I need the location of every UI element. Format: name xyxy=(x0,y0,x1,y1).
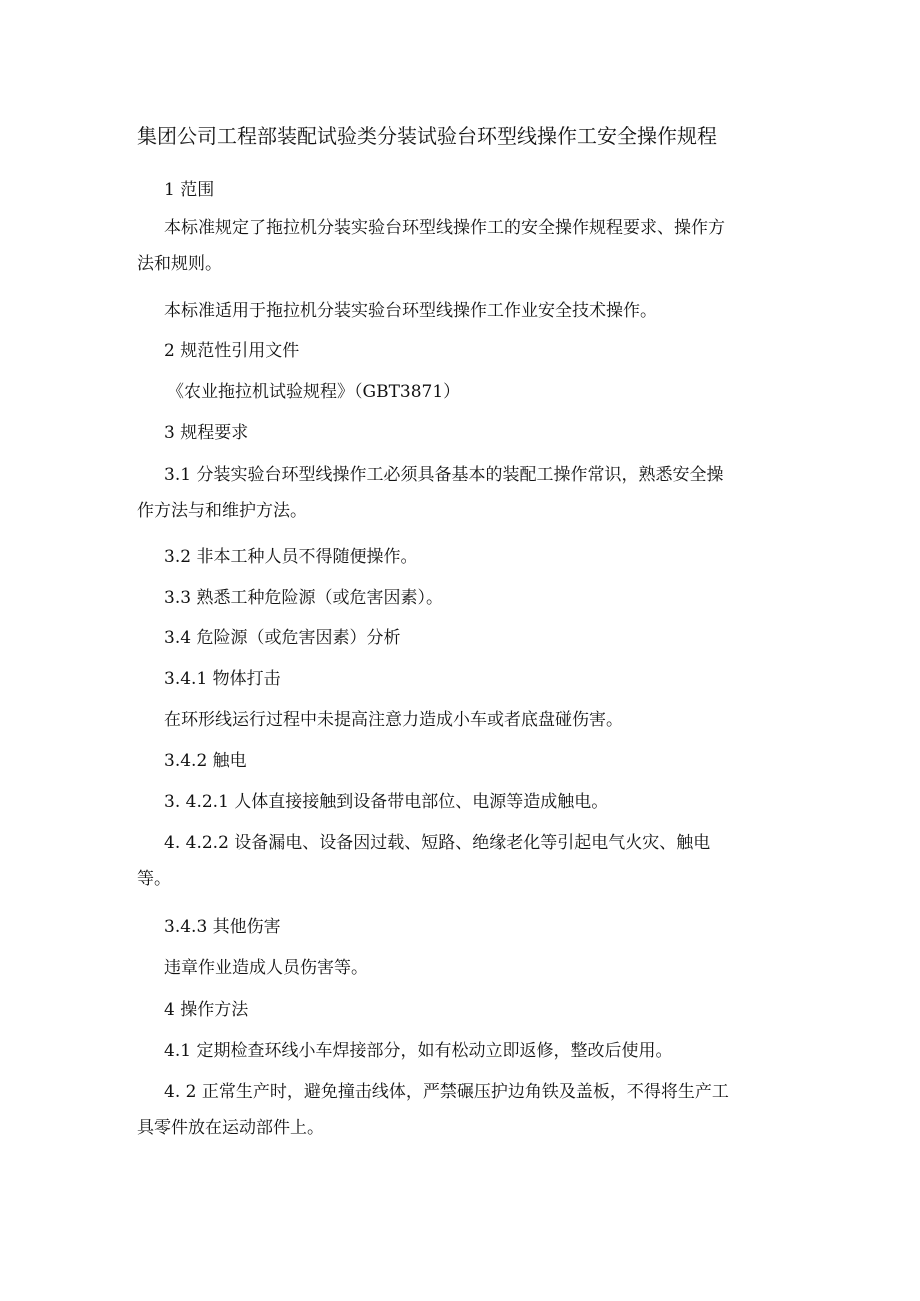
paragraph-line: 4. 2 正常生产时，避免撞击线体，严禁碾压护边角铁及盖板，不得将生产工 xyxy=(164,1082,729,1102)
paragraph-line: 法和规则。 xyxy=(137,254,222,274)
paragraph-line: 作方法与和维护方法。 xyxy=(137,501,307,521)
clause-4-2 xyxy=(137,1074,787,1146)
clause-3-1 xyxy=(137,457,787,529)
reference-document: 《农业拖拉机试验规程》（GBT3871） xyxy=(167,382,461,402)
clause-3-4: 3.4 危险源（或危害因素）分析 xyxy=(164,628,401,648)
paragraph-line: 具零件放在运动部件上。 xyxy=(137,1118,324,1138)
section-1-paragraph-2: 本标准适用于拖拉机分装实验台环型线操作工作业安全技术操作。 xyxy=(164,301,657,321)
clause-3-4-2: 3.4.2 触电 xyxy=(164,751,247,771)
section-1-heading: 1 范围 xyxy=(164,180,215,200)
document-title: 集团公司工程部装配试验类分装试验台环型线操作工安全操作规程 xyxy=(137,124,717,148)
clause-3-4-2-2 xyxy=(137,825,787,897)
clause-4-1: 4.1 定期检查环线小车焊接部分，如有松动立即返修，整改后使用。 xyxy=(164,1041,673,1061)
clause-3-4-3: 3.4.3 其他伤害 xyxy=(164,917,281,937)
section-1-paragraph-1 xyxy=(137,210,787,282)
clause-3-4-3-text: 违章作业造成人员伤害等。 xyxy=(164,958,368,978)
section-3-heading: 3 规程要求 xyxy=(164,423,249,443)
paragraph-line: 3.1 分装实验台环型线操作工必须具备基本的装配工操作常识，熟悉安全操 xyxy=(164,465,724,485)
paragraph-line: 本标准规定了拖拉机分装实验台环型线操作工的安全操作规程要求、操作方 xyxy=(164,218,725,238)
clause-3-4-1: 3.4.1 物体打击 xyxy=(164,669,281,689)
clause-3-4-1-text: 在环形线运行过程中未提高注意力造成小车或者底盘碰伤害。 xyxy=(164,710,623,730)
paragraph-line: 4. 4.2.2 设备漏电、设备因过载、短路、绝缘老化等引起电气火灾、触电 xyxy=(164,833,711,853)
clause-3-3: 3.3 熟悉工种危险源（或危害因素）。 xyxy=(164,588,443,608)
section-4-heading: 4 操作方法 xyxy=(164,1000,249,1020)
clause-3-4-2-1: 3. 4.2.1 人体直接接触到设备带电部位、电源等造成触电。 xyxy=(164,792,609,812)
clause-3-2: 3.2 非本工种人员不得随便操作。 xyxy=(164,547,418,567)
paragraph-line: 等。 xyxy=(137,869,171,889)
section-2-heading: 2 规范性引用文件 xyxy=(164,341,300,361)
